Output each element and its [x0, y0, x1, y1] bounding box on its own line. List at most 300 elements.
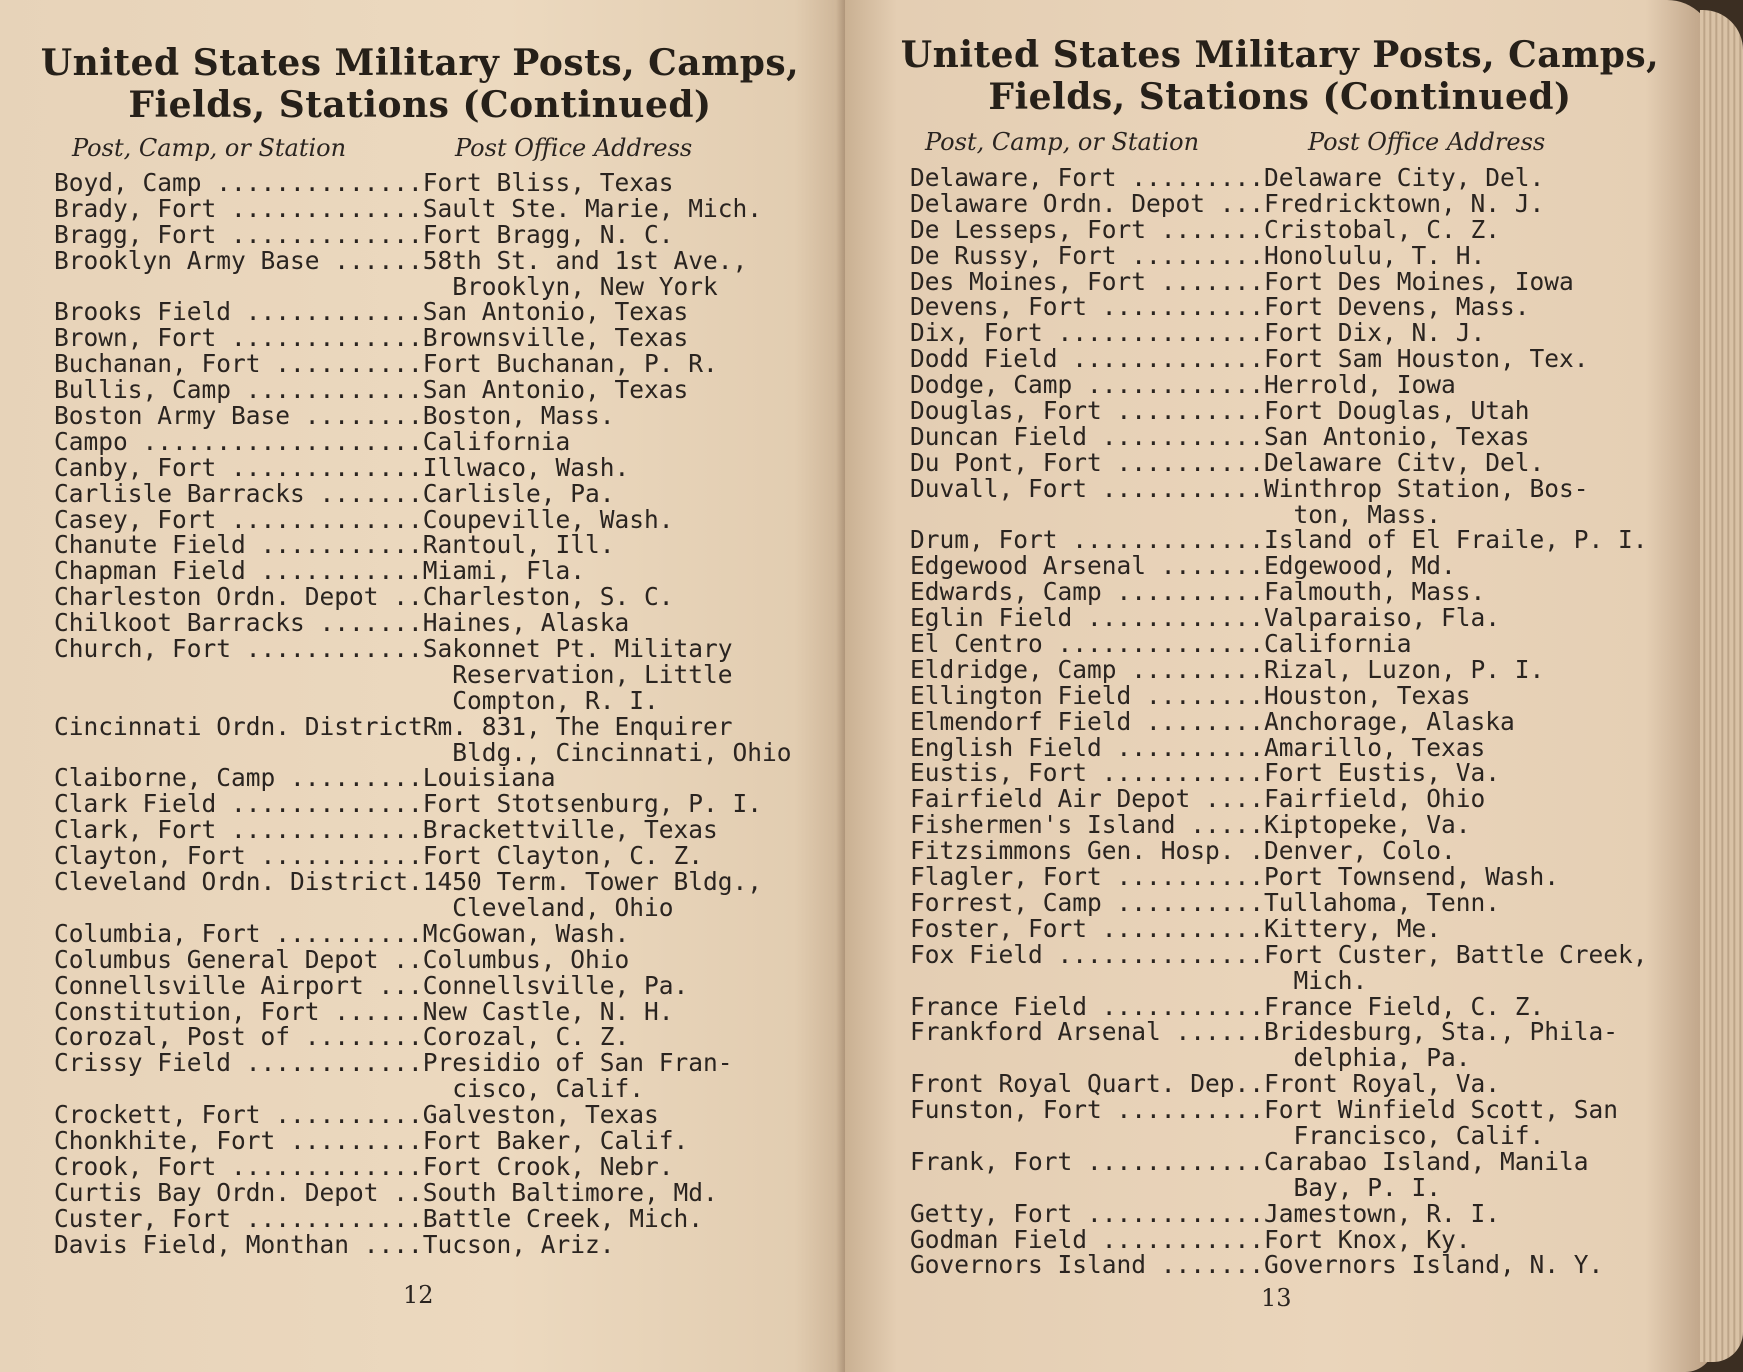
entry-name: Charleston Ordn. Depot: [54, 582, 379, 612]
dot-leader: ..........: [1101, 1095, 1265, 1125]
entry-address: Tullahoma, Tenn.: [1264, 887, 1501, 917]
entry-row: [54, 325, 792, 351]
entry-row: [910, 240, 1648, 270]
dot-leader: ..............: [1042, 629, 1265, 659]
entry-name: Foster, Fort: [910, 913, 1088, 943]
entry-address: 58th St. and 1st Ave.,: [422, 245, 748, 275]
entry-address: Louisiana: [422, 763, 556, 793]
entry-name: Crook, Fort: [54, 1151, 217, 1181]
dot-leader: ............: [231, 634, 423, 664]
entry-address-continued: Mich.: [910, 965, 1368, 995]
entry-row: [910, 553, 1648, 579]
entry-name: Dodd Field: [910, 344, 1058, 374]
entry-name: Davis Field, Monthan: [54, 1229, 350, 1259]
dot-leader: ...........: [245, 556, 423, 586]
entry-address: Fort Custer, Battle Creek,: [1264, 939, 1648, 969]
entry-row: [54, 843, 792, 869]
entry-address: Miami, Fla.: [422, 556, 586, 586]
entry-row: [910, 1224, 1648, 1254]
dot-leader: ...: [363, 970, 423, 1000]
entry-name: Chilkoot Barracks: [54, 608, 305, 638]
dot-leader: ........: [1131, 706, 1265, 736]
entry-name: El Centro: [910, 629, 1043, 659]
entry-row: [54, 478, 792, 508]
dot-leader: .............: [1057, 525, 1265, 555]
entry-name: Dodge, Camp: [910, 370, 1073, 400]
dot-leader: .......: [1146, 551, 1265, 581]
entry-row: [910, 188, 1648, 218]
dot-leader: .......: [304, 608, 423, 638]
entry-address: Brackettville, Texas: [422, 815, 718, 845]
entry-address: South Baltimore, Md.: [422, 1177, 718, 1207]
entry-row: [54, 610, 792, 636]
entry-row: [54, 791, 792, 817]
entry-name: Godman Field: [910, 1224, 1088, 1254]
entry-name: Du Pont, Fort: [910, 447, 1102, 477]
dot-leader: ........: [290, 401, 423, 431]
left-page: [0, 0, 845, 1372]
entry-name: Dix, Fort: [910, 318, 1043, 348]
dot-leader: ..........: [1101, 862, 1265, 892]
entry-name: Clayton, Fort: [54, 841, 246, 871]
entry-address: Fort Stotsenburg, P. I.: [422, 789, 763, 819]
dot-leader: ...........: [245, 530, 423, 560]
left-entry-list: [54, 170, 792, 1257]
entry-row: [54, 1024, 792, 1050]
entry-name: Chapman Field: [54, 556, 246, 586]
entry-address-continued: Bay, P. I.: [910, 1172, 1442, 1202]
dot-leader: ............: [1072, 1198, 1265, 1228]
entry-address: France Field, C. Z.: [1264, 991, 1545, 1021]
dot-leader: .........: [275, 1125, 423, 1155]
entry-name: Delaware Ordn. Depot: [910, 188, 1206, 218]
entry-address: Rizal, Luzon, P. I.: [1264, 654, 1545, 684]
entry-address: Fort Eustis, Va.: [1264, 758, 1501, 788]
entry-address: Jamestown, R. I.: [1264, 1198, 1501, 1228]
entry-row: [54, 817, 792, 843]
entry-row: [910, 346, 1648, 372]
entry-address: San Antonio, Texas: [422, 297, 689, 327]
entry-address: Fort Bragg, N. C.: [422, 219, 674, 249]
entry-row: [910, 165, 1648, 191]
dot-leader: .............: [216, 219, 423, 249]
right-page-title: [885, 34, 1675, 118]
entry-row: [54, 193, 792, 223]
left-column-header-address: Post Office Address: [455, 134, 693, 162]
entry-name: Columbus General Depot: [54, 944, 379, 974]
entry-row: [54, 504, 792, 534]
dot-leader: ..........: [1101, 732, 1265, 762]
entry-address: Denver, Colo.: [1264, 836, 1456, 866]
entry-name: Curtis Bay Ordn. Depot: [54, 1177, 379, 1207]
entry-name: English Field: [910, 732, 1102, 762]
right-entry-list: [910, 165, 1648, 1278]
entry-address: Fort Douglas, Utah: [1264, 396, 1530, 426]
entry-address: Fredricktown, N. J.: [1264, 188, 1545, 218]
entry-row: [54, 299, 792, 325]
entry-row: [54, 711, 792, 767]
entry-row: [54, 377, 792, 403]
dot-leader: ..........: [260, 349, 423, 379]
dot-leader: ............: [231, 297, 423, 327]
entry-name: Clark Field: [54, 789, 217, 819]
entry-row: [910, 887, 1648, 917]
entry-name: Buchanan, Fort: [54, 349, 261, 379]
dot-leader: ...........: [245, 841, 423, 871]
entry-name: Carlisle Barracks: [54, 478, 305, 508]
dot-leader: .......: [304, 478, 423, 508]
entry-address: California: [422, 426, 571, 456]
entry-name: Fox Field: [910, 939, 1043, 969]
entry-row: [910, 939, 1648, 995]
dot-leader: ...: [1205, 188, 1265, 218]
entry-name: Crockett, Fort: [54, 1100, 261, 1130]
entry-name: Bragg, Fort: [54, 219, 217, 249]
entry-address: Charleston, S. C.: [422, 582, 674, 612]
entry-name: Fitzsimmons Gen. Hosp.: [910, 836, 1235, 866]
entry-address: Columbus, Ohio: [422, 944, 630, 974]
entry-name: De Russy, Fort: [910, 240, 1117, 270]
entry-address: Connellsville, Pa.: [422, 970, 689, 1000]
entry-row: [910, 812, 1648, 838]
entry-row: [910, 864, 1648, 890]
entry-address: Delaware Citv, Del.: [1264, 447, 1545, 477]
dot-leader: ...........: [1087, 758, 1265, 788]
dot-leader: .............: [216, 193, 423, 223]
entry-row: [54, 584, 792, 610]
right-title-line1: United States Military Posts, Camps,: [900, 34, 1660, 76]
dot-leader: .........: [1116, 240, 1265, 270]
dot-leader: ..............: [1042, 939, 1265, 969]
entry-name: Forrest, Camp: [910, 887, 1102, 917]
entry-name: Funston, Fort: [910, 1095, 1102, 1125]
entry-row: [54, 765, 792, 791]
entry-name: Constitution, Fort: [54, 996, 320, 1026]
page-edges: [1700, 10, 1743, 1362]
entry-address: Houston, Texas: [1264, 680, 1471, 710]
entry-name: Crissy Field: [54, 1048, 232, 1078]
dot-leader: ...........: [1087, 1224, 1265, 1254]
entry-row: [910, 1071, 1648, 1097]
dot-leader: ...........: [1087, 421, 1265, 451]
entry-name: Front Royal Quart. Dep.: [910, 1069, 1250, 1099]
entry-row: [910, 398, 1648, 424]
entry-address: Rantoul, Ill.: [422, 530, 615, 560]
right-page-number: 13: [1261, 1284, 1292, 1312]
right-column-header-post: Post, Camp, or Station: [925, 128, 1200, 156]
entry-address: McGowan, Wash.: [422, 918, 630, 948]
dot-leader: ....: [1190, 784, 1265, 814]
entry-address: Kiptopeke, Va.: [1264, 810, 1471, 840]
entry-name: Delaware, Fort: [910, 163, 1117, 192]
entry-name: Fishermen's Island: [910, 810, 1176, 840]
entry-row: [54, 944, 792, 974]
entry-row: [910, 294, 1648, 320]
entry-address: Boston, Mass.: [422, 401, 615, 431]
dot-leader: .......: [1146, 214, 1265, 244]
dot-leader: .......: [1146, 266, 1265, 296]
entry-address-continued: ton, Mass.: [910, 499, 1442, 529]
entry-address: Carabao Island, Manila: [1264, 1146, 1589, 1176]
entry-address: Corozal, C. Z.: [422, 1022, 630, 1052]
entry-row: [910, 1019, 1648, 1071]
entry-address: Delaware City, Del.: [1264, 163, 1545, 192]
entry-name: Des Moines, Fort: [910, 266, 1147, 296]
entry-address: Kittery, Me.: [1264, 913, 1442, 943]
entry-name: Casey, Fort: [54, 504, 217, 534]
entry-address: Fairfield, Ohio: [1264, 784, 1486, 814]
entry-row: [910, 732, 1648, 762]
entry-address: Honolulu, T. H.: [1264, 240, 1486, 270]
entry-name: Edgewood Arsenal: [910, 551, 1147, 581]
entry-row: [54, 170, 792, 196]
dot-leader: ............: [1072, 603, 1265, 633]
dot-leader: ............: [231, 1203, 423, 1233]
entry-address-continued: Francisco, Calif.: [910, 1120, 1545, 1150]
entry-row: [910, 1146, 1648, 1202]
entry-name: Edwards, Camp: [910, 577, 1102, 607]
entry-name: Eustis, Fort: [910, 758, 1088, 788]
dot-leader: ..: [378, 944, 423, 974]
entry-address: San Antonio, Texas: [422, 375, 689, 405]
right-column-header-address: Post Office Address: [1308, 128, 1546, 156]
dot-leader: ............: [231, 1048, 423, 1078]
dot-leader: ............: [1072, 1146, 1265, 1176]
entry-address: Sakonnet Pt. Military: [422, 634, 733, 664]
entry-address: Governors Island, N. Y.: [1264, 1250, 1604, 1280]
dot-leader: ..............: [1042, 318, 1265, 348]
entry-name: Claiborne, Camp: [54, 763, 276, 793]
entry-name: Brooks Field: [54, 297, 232, 327]
entry-address: Galveston, Texas: [422, 1100, 659, 1130]
entry-address: Fort Sam Houston, Tex.: [1264, 344, 1589, 374]
entry-row: [910, 1252, 1648, 1278]
entry-row: [54, 351, 792, 377]
entry-address: Fort Baker, Calif.: [422, 1125, 689, 1155]
left-page-number: 12: [403, 1281, 434, 1309]
entry-address: Cristobal, C. Z.: [1264, 214, 1501, 244]
entry-row: [54, 426, 792, 456]
entry-address: Sault Ste. Marie, Mich.: [422, 193, 763, 223]
entry-row: [910, 1198, 1648, 1228]
entry-name: Campo: [54, 426, 128, 456]
right-title-line2: Fields, Stations (Continued): [988, 76, 1572, 118]
dot-leader: .............: [216, 815, 423, 845]
entry-name: Chanute Field: [54, 530, 246, 560]
entry-address: Bridesburg, Sta., Phila-: [1264, 1017, 1619, 1047]
dot-leader: ...........: [1087, 292, 1265, 322]
dot-leader: ..........: [1101, 447, 1265, 477]
entry-address: Front Royal, Va.: [1264, 1069, 1501, 1099]
right-page: [845, 0, 1715, 1372]
dot-leader: .............: [216, 1151, 423, 1181]
entry-row: [54, 452, 792, 482]
entry-row: [54, 1203, 792, 1233]
entry-name: France Field: [910, 991, 1088, 1021]
entry-row: [910, 473, 1648, 529]
entry-row: [54, 1125, 792, 1155]
entry-address: New Castle, N. H.: [422, 996, 674, 1026]
entry-address: Carlisle, Pa.: [422, 478, 615, 508]
dot-leader: ......: [319, 245, 423, 275]
dot-leader: ...........: [1087, 913, 1265, 943]
dot-leader: ......: [1160, 1017, 1265, 1047]
entry-name: Brown, Fort: [54, 323, 217, 353]
entry-row: [54, 558, 792, 584]
entry-address: Rm. 831, The Enquirer: [422, 711, 733, 741]
entry-address-continued: cisco, Calif.: [54, 1074, 645, 1104]
dot-leader: ..........: [260, 918, 423, 948]
dot-leader: .............: [216, 504, 423, 534]
dot-leader: ............: [1072, 370, 1265, 400]
entry-name: Frank, Fort: [910, 1146, 1073, 1176]
entry-address: Presidio of San Fran-: [422, 1048, 733, 1078]
entry-row: [54, 1050, 792, 1102]
dot-leader: ..............: [201, 168, 423, 197]
entry-address-continued: Cleveland, Ohio: [54, 892, 674, 922]
entry-name: Eglin Field: [910, 603, 1073, 633]
entry-row: [54, 219, 792, 249]
dot-leader: ............: [231, 375, 423, 405]
entry-address: California: [1264, 629, 1412, 659]
entry-row: [910, 654, 1648, 684]
entry-address: Anchorage, Alaska: [1264, 706, 1515, 736]
entry-name: Chonkhite, Fort: [54, 1125, 276, 1155]
entry-row: [54, 996, 792, 1026]
entry-address: Winthrop Station, Bos-: [1264, 473, 1589, 503]
dot-leader: ....: [349, 1229, 423, 1259]
entry-address: Tucson, Ariz.: [422, 1229, 615, 1259]
entry-row: [910, 605, 1648, 631]
entry-address: Fort Knox, Ky.: [1264, 1224, 1471, 1254]
dot-leader: .......: [1146, 1250, 1265, 1280]
dot-leader: ........: [1131, 680, 1265, 710]
entry-address: Fort Clayton, C. Z.: [422, 841, 704, 871]
entry-name: Getty, Fort: [910, 1198, 1073, 1228]
dot-leader: ..........: [260, 1100, 423, 1130]
entry-name: Cincinnati Ordn. District: [54, 711, 423, 741]
dot-leader: ..: [378, 1177, 423, 1207]
entry-row: [54, 1177, 792, 1207]
entry-address: Fort Des Moines, Iowa: [1264, 266, 1574, 296]
entry-row: [54, 1151, 792, 1181]
entry-address: Brownsville, Texas: [422, 323, 689, 353]
entry-row: [910, 991, 1648, 1021]
entry-address-continued: Brooklyn, New York: [54, 271, 718, 301]
entry-name: Custer, Fort: [54, 1203, 232, 1233]
entry-row: [54, 403, 792, 429]
entry-address: Fort Buchanan, P. R.: [422, 349, 718, 379]
dot-leader: .........: [1116, 163, 1265, 192]
entry-address: Fort Winfield Scott, San: [1264, 1095, 1619, 1125]
entry-name: Cleveland Ordn. District: [54, 867, 409, 897]
entry-address: San Antonio, Texas: [1264, 421, 1530, 451]
dot-leader: ......: [319, 996, 423, 1026]
entry-name: Duncan Field: [910, 421, 1088, 451]
left-title-line1: United States Military Posts, Camps,: [40, 42, 800, 84]
entry-name: Douglas, Fort: [910, 396, 1102, 426]
entry-name: Drum, Fort: [910, 525, 1058, 555]
entry-row: [54, 1229, 792, 1259]
entry-row: [910, 760, 1648, 786]
entry-address: Fort Devens, Mass.: [1264, 292, 1530, 322]
dot-leader: .............: [216, 323, 423, 353]
entry-row: [910, 266, 1648, 296]
entry-name: Boyd, Camp: [54, 168, 202, 197]
dot-leader: .....: [1175, 810, 1265, 840]
entry-name: Brooklyn Army Base: [54, 245, 320, 275]
entry-name: Devens, Fort: [910, 292, 1088, 322]
left-page-title: [40, 42, 800, 126]
entry-name: Elmendorf Field: [910, 706, 1132, 736]
entry-row: [910, 372, 1648, 398]
left-title-line2: Fields, Stations (Continued): [128, 84, 712, 126]
dot-leader: ..........: [1101, 396, 1265, 426]
dot-leader: ...................: [127, 426, 423, 456]
entry-name: Eldridge, Camp: [910, 654, 1117, 684]
entry-address: Fort Bliss, Texas: [422, 168, 674, 197]
entry-row: [910, 579, 1648, 605]
entry-name: Duvall, Fort: [910, 473, 1088, 503]
entry-name: Canby, Fort: [54, 452, 217, 482]
entry-name: Ellington Field: [910, 680, 1132, 710]
dot-leader: ..........: [1101, 887, 1265, 917]
entry-address-continued: Compton, R. I.: [54, 685, 659, 715]
entry-address: Island of El Fraile, P. I.: [1264, 525, 1648, 555]
entry-row: [54, 970, 792, 1000]
entry-address: Edgewood, Md.: [1264, 551, 1456, 581]
entry-name: Brady, Fort: [54, 193, 217, 223]
entry-row: [54, 636, 792, 714]
entry-row: [910, 447, 1648, 477]
entry-address: Fort Dix, N. J.: [1264, 318, 1486, 348]
entry-name: Fairfield Air Depot: [910, 784, 1191, 814]
entry-row: [910, 421, 1648, 451]
dot-leader: .............: [216, 452, 423, 482]
entry-name: Corozal, Post of: [54, 1022, 291, 1052]
entry-row: [910, 1097, 1648, 1149]
entry-name: Columbia, Fort: [54, 918, 261, 948]
entry-row: [910, 320, 1648, 346]
entry-name: Frankford Arsenal: [910, 1017, 1161, 1047]
entry-name: Bullis, Camp: [54, 375, 232, 405]
entry-row: [54, 918, 792, 948]
entry-row: [910, 631, 1648, 657]
entry-address: Battle Creek, Mich.: [422, 1203, 704, 1233]
entry-address: Fort Crook, Nebr.: [422, 1151, 674, 1181]
dot-leader: .........: [275, 763, 423, 793]
dot-leader: .: [1249, 1069, 1265, 1099]
entry-address: Falmouth, Mass.: [1264, 577, 1486, 607]
entry-name: Governors Island: [910, 1250, 1147, 1280]
entry-row: [910, 680, 1648, 710]
entry-name: Connellsville Airport: [54, 970, 364, 1000]
entry-address: 1450 Term. Tower Bldg.,: [422, 867, 763, 897]
entry-row: [54, 869, 792, 921]
dot-leader: ...........: [1087, 473, 1265, 503]
entry-address-continued: Reservation, Little: [54, 659, 733, 689]
entry-row: [910, 786, 1648, 812]
entry-row: [910, 214, 1648, 244]
entry-address: Valparaiso, Fla.: [1264, 603, 1501, 633]
entry-row: [910, 838, 1648, 864]
entry-address-continued: Bldg., Cincinnati, Ohio: [54, 737, 792, 767]
dot-leader: ........: [290, 1022, 423, 1052]
entry-address: Haines, Alaska: [422, 608, 630, 638]
entry-row: [910, 527, 1648, 553]
entry-address: Coupeville, Wash.: [422, 504, 674, 534]
entry-row: [54, 1102, 792, 1128]
